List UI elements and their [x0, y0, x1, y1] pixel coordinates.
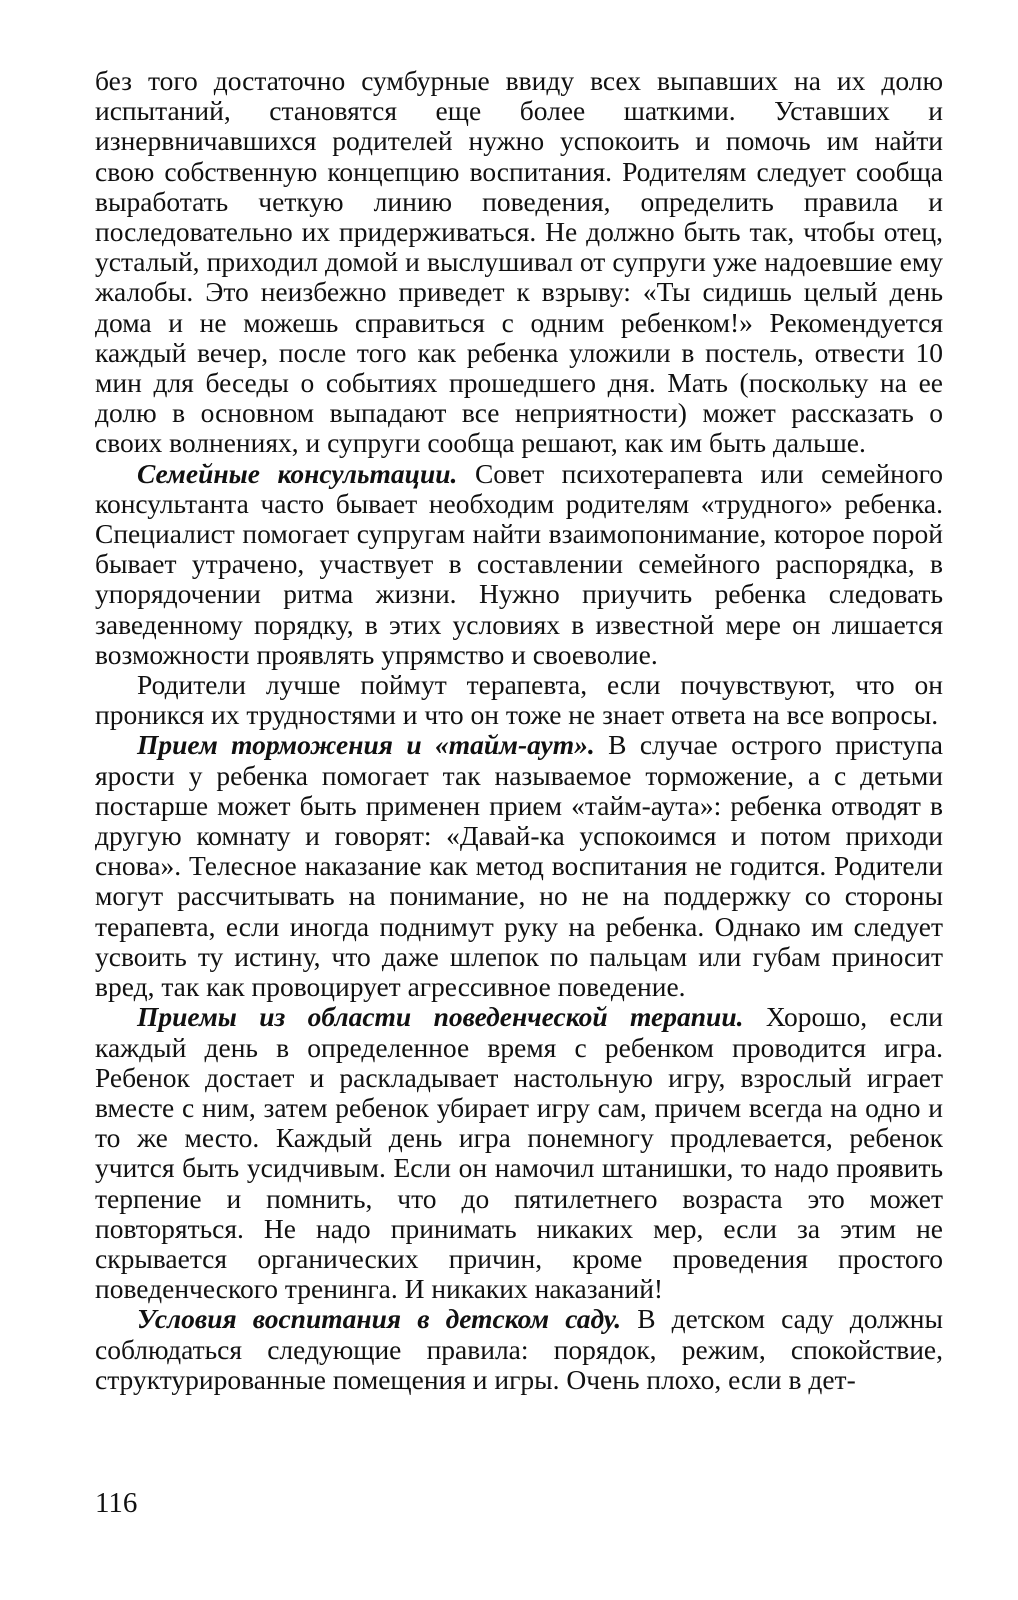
paragraph-text: В детском саду должны соблюдаться следующие правила: порядок, режим, спокойствие, структурированные помещения и игры. Очень плохо, если в дет-: [95, 1303, 943, 1395]
paragraph-text: без того достаточно сумбурные ввиду всех выпавших на их долю испытаний, становятся еще более шаткими. Уставших и изнервничавшихся родителей нужно успокоить и помочь им найти свою собственную концепцию воспитания. Родителям следует сообща выработать четкую линию поведения, определить правила и последовательно их придерживаться. Не должно быть так, чтобы отец, усталый, приходил домой и выслушивал от супруги уже надоевшие ему жалобы. Это неизбежно приведет к взрыву: «Ты сидишь целый день дома и не можешь справиться с одним ребенком!» Рекомендуется каждый вечер, после того как ребенка уложили в постель, отвести 10 мин для беседы о событиях прошедшего дня. Мать (поскольку на ее долю в основном выпадают все неприятности) может рассказать о своих волнениях, и супруги сообща решают, как им быть дальше.: [95, 65, 943, 459]
section-heading: Прием торможения и «тайм-аут».: [137, 729, 595, 761]
page-text-body: [95, 66, 943, 1395]
paragraph-intro-continuation: [95, 66, 943, 459]
paragraph-text: Родители лучше поймут терапевта, если почувствуют, что он проникся их трудностями и что он тоже не знает ответа на все вопросы.: [95, 669, 943, 731]
section-heading: Условия воспитания в детском саду.: [137, 1303, 622, 1335]
section-heading: Приемы из области поведенческой терапии.: [137, 1001, 744, 1033]
page-number: 116: [95, 1487, 138, 1519]
paragraph-text: Хорошо, если каждый день в определенное время с ребенком проводится игра. Ребенок достает и раскладывает настольную игру, взрослый играет вместе с ним, затем ребенок убирает игру сам, причем всегда на одно и то же место. Каждый день игра понемногу продлевается, ребенок учится быть усидчивым. Если он намочил штанишки, то надо проявить терпение и помнить, что до пятилетнего возраста это может повторяться. Не надо принимать никаких мер, если за этим не скрывается органических причин, кроме проведения простого поведенческого тренинга. И никаких наказаний!: [95, 1001, 943, 1305]
section-heading: Семейные консультации.: [137, 457, 458, 489]
paragraph-text: Совет психотерапевта или семейного консультанта часто бывает необходим родителям «трудного» ребенка. Специалист помогает супругам найти взаимопонимание, которое порой бывает утрачено, участвует в составлении семейного распорядка, в упорядочении ритма жизни. Нужно приучить ребенка следовать заведенному порядку, в этих условиях в известной мере он лишается возможности проявлять упрямство и своеволие.: [95, 457, 943, 670]
paragraph-kindergarten: [95, 1304, 943, 1395]
paragraph-behavioral-therapy: [95, 1002, 943, 1304]
paragraph-parents-therapist: [95, 670, 943, 730]
paragraph-family-consultations: [95, 459, 943, 670]
paragraph-time-out: [95, 730, 943, 1002]
paragraph-text: В случае острого приступа ярости у ребенка помогает так называемое торможение, а с детьми постарше может быть применен прием «тайм-аута»: ребенка отводят в другую комнату и говорят: «Давай-ка успокоимся и потом приходи снова». Телесное наказание как метод воспитания не годится. Родители могут рассчитывать на понимание, но не на поддержку со стороны терапевта, если иногда поднимут руку на ребенка. Однако им следует усвоить ту истину, что даже шлепок по пальцам или губам приносит вред, так как провоцирует агрессивное поведение.: [95, 729, 943, 1003]
